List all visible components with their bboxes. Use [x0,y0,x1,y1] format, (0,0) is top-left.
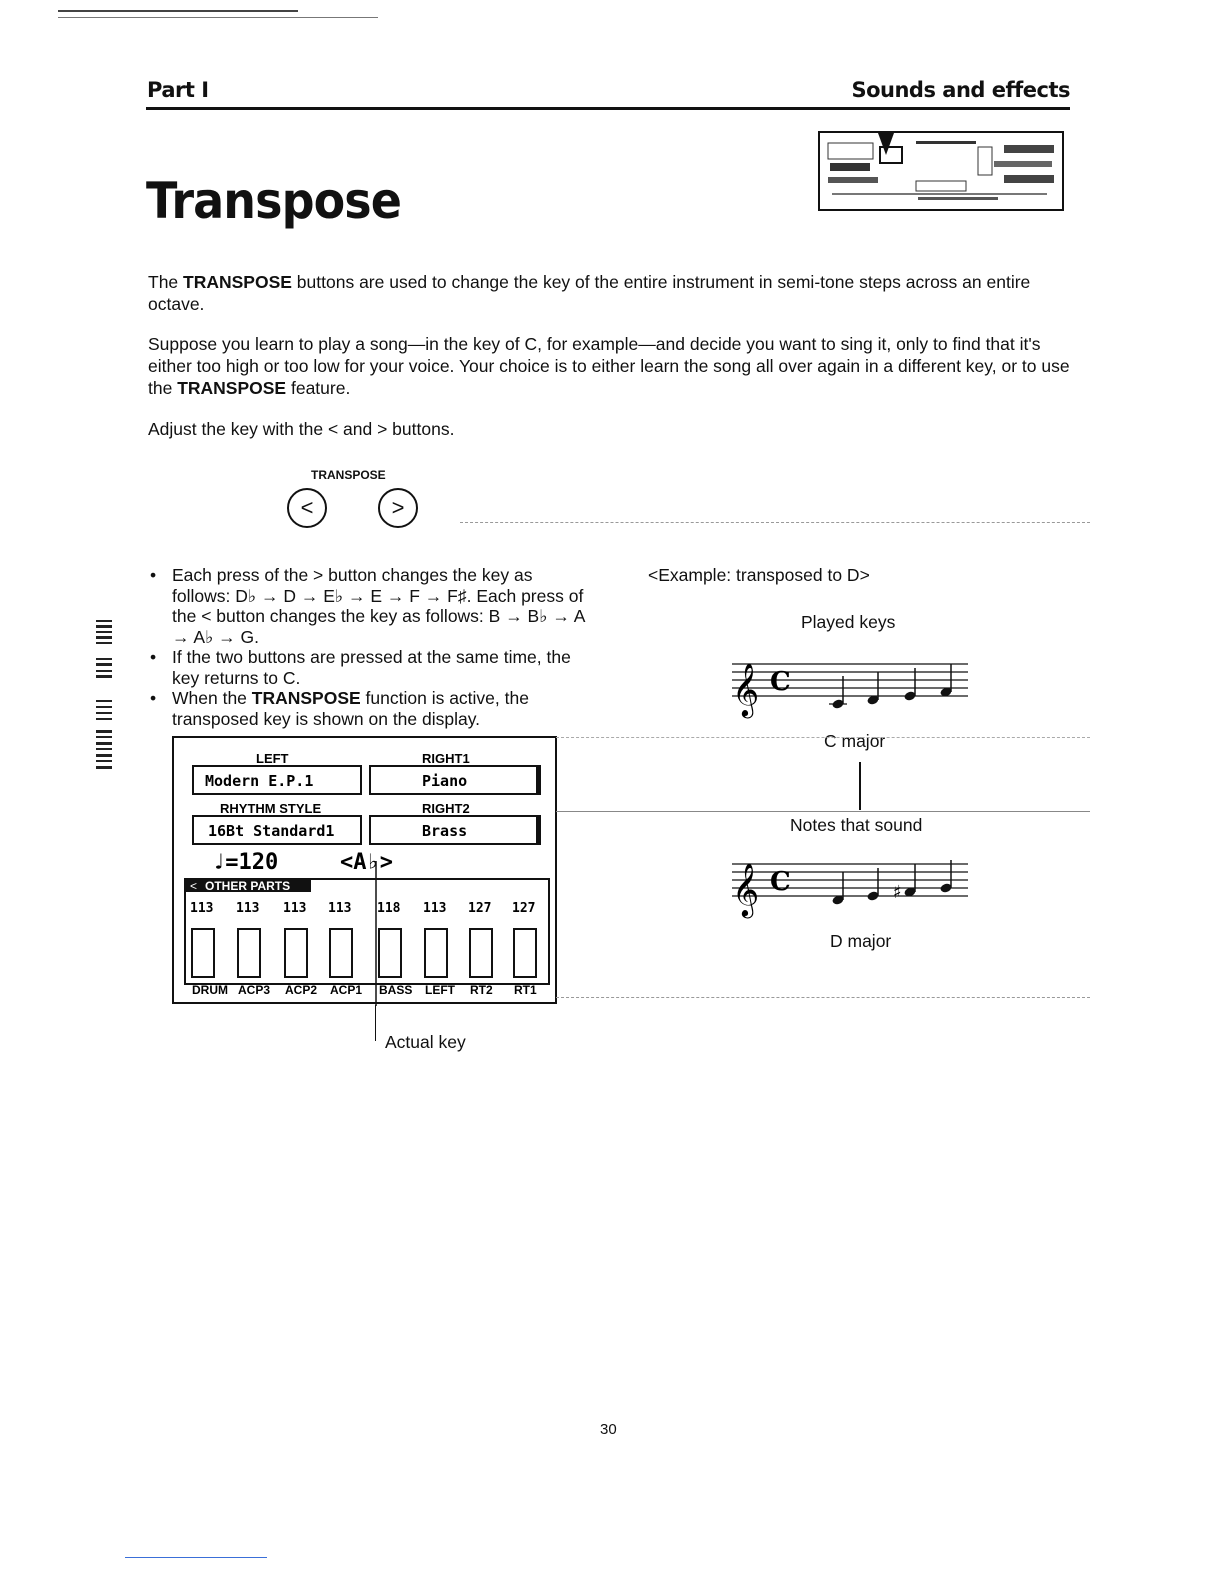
lcd-right1-label: RIGHT1 [422,751,470,766]
lcd-tempo: ♩=120 [212,850,279,875]
bottom-rule [125,1557,267,1558]
intro-paragraph-2: Suppose you learn to play a song—in the key of C, for example—and decide you want to sing it, only to find that it's either too high or too low for your voice. Your choice is to either learn the song all over again in a different key, or to use the TRANSPOSE feature. [148,334,1070,398]
transpose-up-button[interactable] [378,488,418,528]
section-label-right: Sounds and effects [851,78,1070,102]
chevron-left-icon: < [190,879,198,893]
lcd-right1-value: Piano [422,772,468,790]
lcd-level-value: 113 [423,901,447,916]
arrow-down-icon [859,762,861,810]
lcd-left-value: Modern E.P.1 [205,772,314,790]
scan-line-decoration [58,10,298,12]
lcd-level-bar [514,929,536,977]
lcd-level-bar [425,929,447,977]
actual-key-label: Actual key [385,1032,466,1052]
played-keys-staff [728,650,978,722]
lcd-right2-label: RIGHT2 [422,801,470,816]
control-panel-thumbnail [818,131,1064,211]
lcd-part-name: RT1 [514,983,537,997]
lcd-left-label: LEFT [256,751,289,766]
sounding-notes-label: Notes that sound [790,815,923,835]
lcd-display [172,736,560,1006]
example-caption: <Example: transposed to D> [648,565,870,585]
lcd-level-value: 113 [190,901,214,916]
common-time-icon: C [770,667,791,697]
sharp-icon: ♯ [893,882,902,903]
page-title: Transpose [146,172,402,230]
chevron-right-icon: > [391,495,405,520]
lcd-part-name: ACP1 [330,983,363,997]
lcd-level-value: 127 [468,901,492,916]
bullet-list [148,565,588,729]
lcd-other-parts: OTHER PARTS [205,879,291,893]
connector-line [556,811,1090,812]
lcd-right2-value: Brass [422,822,468,840]
list-item: • If the two buttons are pressed at the same time, the key returns to C. [148,647,588,688]
lcd-level-bar [470,929,492,977]
page-number: 30 [600,1421,617,1438]
sounding-key-name: D major [830,931,892,951]
lcd-part-name: DRUM [192,983,228,997]
lcd-part-name: ACP2 [285,983,318,997]
lcd-level-value: 113 [236,901,260,916]
lcd-level-bar [285,929,307,977]
intro-paragraph-1: The TRANSPOSE buttons are used to change the key of the entire instrument in semi-tone steps across an entire octave. [148,272,1031,314]
lcd-level-bar [192,929,214,977]
lcd-level-value: 113 [328,901,352,916]
binding-scan-marks [92,620,114,770]
connector-line [556,737,1090,738]
lcd-level-value: 113 [283,901,307,916]
lcd-level-value: 118 [377,901,401,916]
sounding-notes-staff [728,850,978,922]
lcd-part-name: ACP3 [238,983,271,997]
played-keys-label: Played keys [801,612,896,632]
lcd-level-bar [379,929,401,977]
treble-clef-icon: 𝄞 [732,862,760,916]
transpose-label: TRANSPOSE [311,468,386,482]
lcd-rhythm-label: RHYTHM STYLE [220,801,322,816]
played-notes [829,664,953,710]
connector-line [556,997,1090,998]
intro-paragraph-3: Adjust the key with the < and > buttons. [148,419,455,439]
actual-key-leader [375,1005,376,1041]
lcd-part-name: RT2 [470,983,493,997]
played-key-name: C major [824,731,886,751]
lcd-part-name: BASS [379,983,413,997]
treble-clef-icon: 𝄞 [732,662,760,716]
header-rule [146,107,1070,110]
lcd-level-value: 127 [512,901,536,916]
lcd-level-bar [238,929,260,977]
lcd-rhythm-value: 16Bt Standard1 [208,822,335,840]
lcd-part-name: LEFT [425,983,455,997]
common-time-icon: C [770,867,791,897]
dotted-scan-line [460,522,1090,523]
sounding-notes [831,860,952,906]
lcd-key: <A♭> [340,850,393,875]
chevron-left-icon: < [300,495,314,520]
lcd-level-bar [330,929,352,977]
list-item: • When the TRANSPOSE function is active, the transposed key is shown on the display. [148,688,588,729]
section-label-left: Part I [147,78,209,102]
transpose-down-button[interactable] [287,488,327,528]
list-item: • Each press of the > button changes the key as follows: D♭ → D → E♭ → E → F → F♯. Each press of the < button changes the key as follows: B → B♭ → A → A♭ → G. [148,565,588,647]
scan-line-decoration [58,17,378,18]
